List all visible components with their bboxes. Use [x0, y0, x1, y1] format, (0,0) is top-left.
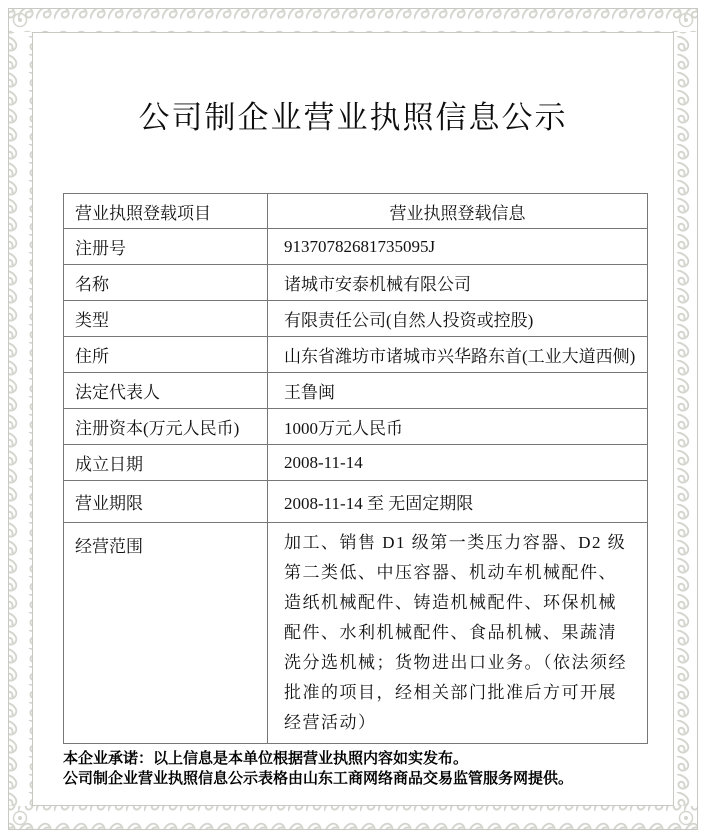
row-value-business-term: 2008-11-14 至 无固定期限 — [268, 481, 648, 523]
license-info-table — [63, 193, 648, 744]
row-value-address: 山东省潍坊市诸城市兴华路东首(工业大道西侧) — [268, 337, 648, 373]
header-item-column: 营业执照登载项目 — [64, 194, 268, 229]
row-value-registered-capital: 1000万元人民币 — [268, 409, 648, 445]
table-row — [64, 229, 648, 265]
row-label-business-scope: 经营范围 — [64, 523, 268, 744]
table-header-row — [64, 194, 648, 229]
row-label-company-type: 类型 — [64, 301, 268, 337]
frame-band-left — [8, 32, 32, 806]
row-label-registration-number: 注册号 — [64, 229, 268, 265]
row-value-legal-representative: 王鲁闽 — [268, 373, 648, 409]
table-row — [64, 301, 648, 337]
row-value-business-scope: 加工、销售 D1 级第一类压力容器、D2 级第二类低、中压容器、机动车机械配件、造纸机械配件、铸造机械配件、环保机械配件、水利机械配件、食品机械、果蔬清洗分选机械；货物进出口业务。（依法须经批准的项目，经相关部门批准后方可开展经营活动） — [268, 523, 648, 744]
row-label-establishment-date: 成立日期 — [64, 445, 268, 481]
table-row — [64, 445, 648, 481]
row-label-company-name: 名称 — [64, 265, 268, 301]
row-value-establishment-date: 2008-11-14 — [268, 445, 648, 481]
table-row — [64, 481, 648, 523]
row-value-company-name: 诸城市安泰机械有限公司 — [268, 265, 648, 301]
row-value-registration-number: 91370782681735095J — [268, 229, 648, 265]
table-row — [64, 337, 648, 373]
frame-band-top — [8, 8, 698, 32]
table-row — [64, 409, 648, 445]
header-info-column: 营业执照登载信息 — [268, 194, 648, 229]
row-label-business-term: 营业期限 — [64, 481, 268, 523]
page-title: 公司制企业营业执照信息公示 — [138, 100, 568, 135]
footer-disclaimer — [63, 749, 651, 789]
footer-source-line: 公司制企业营业执照信息公示表格由山东工商网络商品交易监管服务网提供。 — [63, 770, 574, 787]
footer-commitment-line: 本企业承诺：以上信息是本单位根据营业执照内容如实发布。 — [63, 750, 469, 767]
frame-band-bottom — [8, 806, 698, 830]
table-row — [64, 523, 648, 744]
table-row — [64, 265, 648, 301]
row-label-address: 住所 — [64, 337, 268, 373]
row-label-legal-representative: 法定代表人 — [64, 373, 268, 409]
row-label-registered-capital: 注册资本(万元人民币) — [64, 409, 268, 445]
row-value-company-type: 有限责任公司(自然人投资或控股) — [268, 301, 648, 337]
table-row — [64, 373, 648, 409]
frame-band-right — [674, 32, 698, 806]
